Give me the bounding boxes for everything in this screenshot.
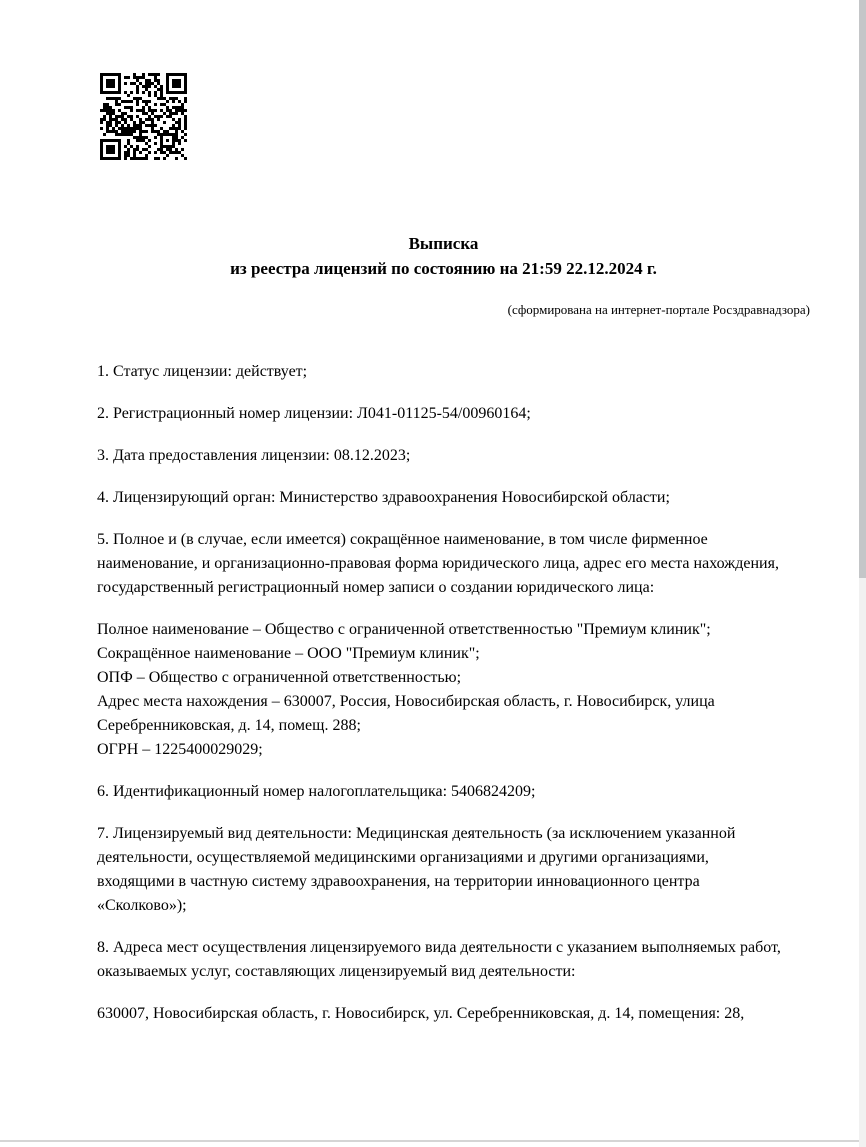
registration-number-line: 2. Регистрационный номер лицензии: Л041-01125-54/00960164; — [97, 405, 531, 422]
license-status-line: 1. Статус лицензии: действует; — [97, 363, 308, 380]
page-subtitle: (сформирована на интернет-портале Росздравнадзора) — [507, 302, 810, 317]
grant-date-line: 3. Дата предоставления лицензии: 08.12.2023; — [97, 447, 411, 464]
qr-code — [100, 73, 187, 160]
activity-address-line: 630007, Новосибирская область, г. Новосибирск, ул. Серебренниковская, д. 14, помещения: 28, — [97, 1005, 745, 1022]
short-name-line: Сокращённое наименование – ООО "Премиум клиник"; — [97, 645, 480, 662]
opf-line: ОПФ – Общество с ограниченной ответственностью; — [97, 669, 462, 686]
org-info-block — [97, 618, 790, 762]
scrollbar-thumb[interactable] — [859, 0, 866, 578]
activity-type-line: 7. Лицензируемый вид деятельности: Медицинская деятельность (за исключением указанной деятельности, осуществляемой медицинскими организациями и другими организациями, входящими в частную систему здравоохранения, на территории инновационного центра «Сколково»); — [97, 825, 736, 914]
full-name-line: Полное наименование – Общество с ограниченной ответственностью "Премиум клиник"; — [97, 621, 711, 638]
address-line: Адрес места нахождения – 630007, Россия, Новосибирская область, г. Новосибирск, улица Серебренниковская, д. 14, помещ. 288; — [97, 693, 715, 734]
page-title-line2: из реестра лицензий по состоянию на 21:59 22.12.2024 г. — [230, 259, 657, 278]
page-bottom-border — [0, 1140, 859, 1142]
inn-line: 6. Идентификационный номер налогоплательщика: 5406824209; — [97, 783, 536, 800]
document-page — [0, 73, 859, 1147]
licensing-authority-line: 4. Лицензирующий орган: Министерство здравоохранения Новосибирской области; — [97, 489, 670, 506]
org-info-heading: 5. Полное и (в случае, если имеется) сокращённое наименование, в том числе фирменное наименование, и организационно-правовая форма юридического лица, адрес его места нахождения, государственный регистрационный номер записи о создании юридического лица: — [97, 531, 779, 596]
ogrn-line: ОГРН – 1225400029029; — [97, 741, 263, 758]
page-title — [97, 231, 790, 281]
document-body — [97, 360, 790, 1026]
activity-addresses-heading: 8. Адреса мест осуществления лицензируемого вида деятельности с указанием выполняемых работ, оказываемых услуг, составляющих лицензируемый вид деятельности: — [97, 939, 781, 980]
scrollbar[interactable] — [859, 0, 866, 1147]
page-title-line1: Выписка — [408, 234, 479, 253]
